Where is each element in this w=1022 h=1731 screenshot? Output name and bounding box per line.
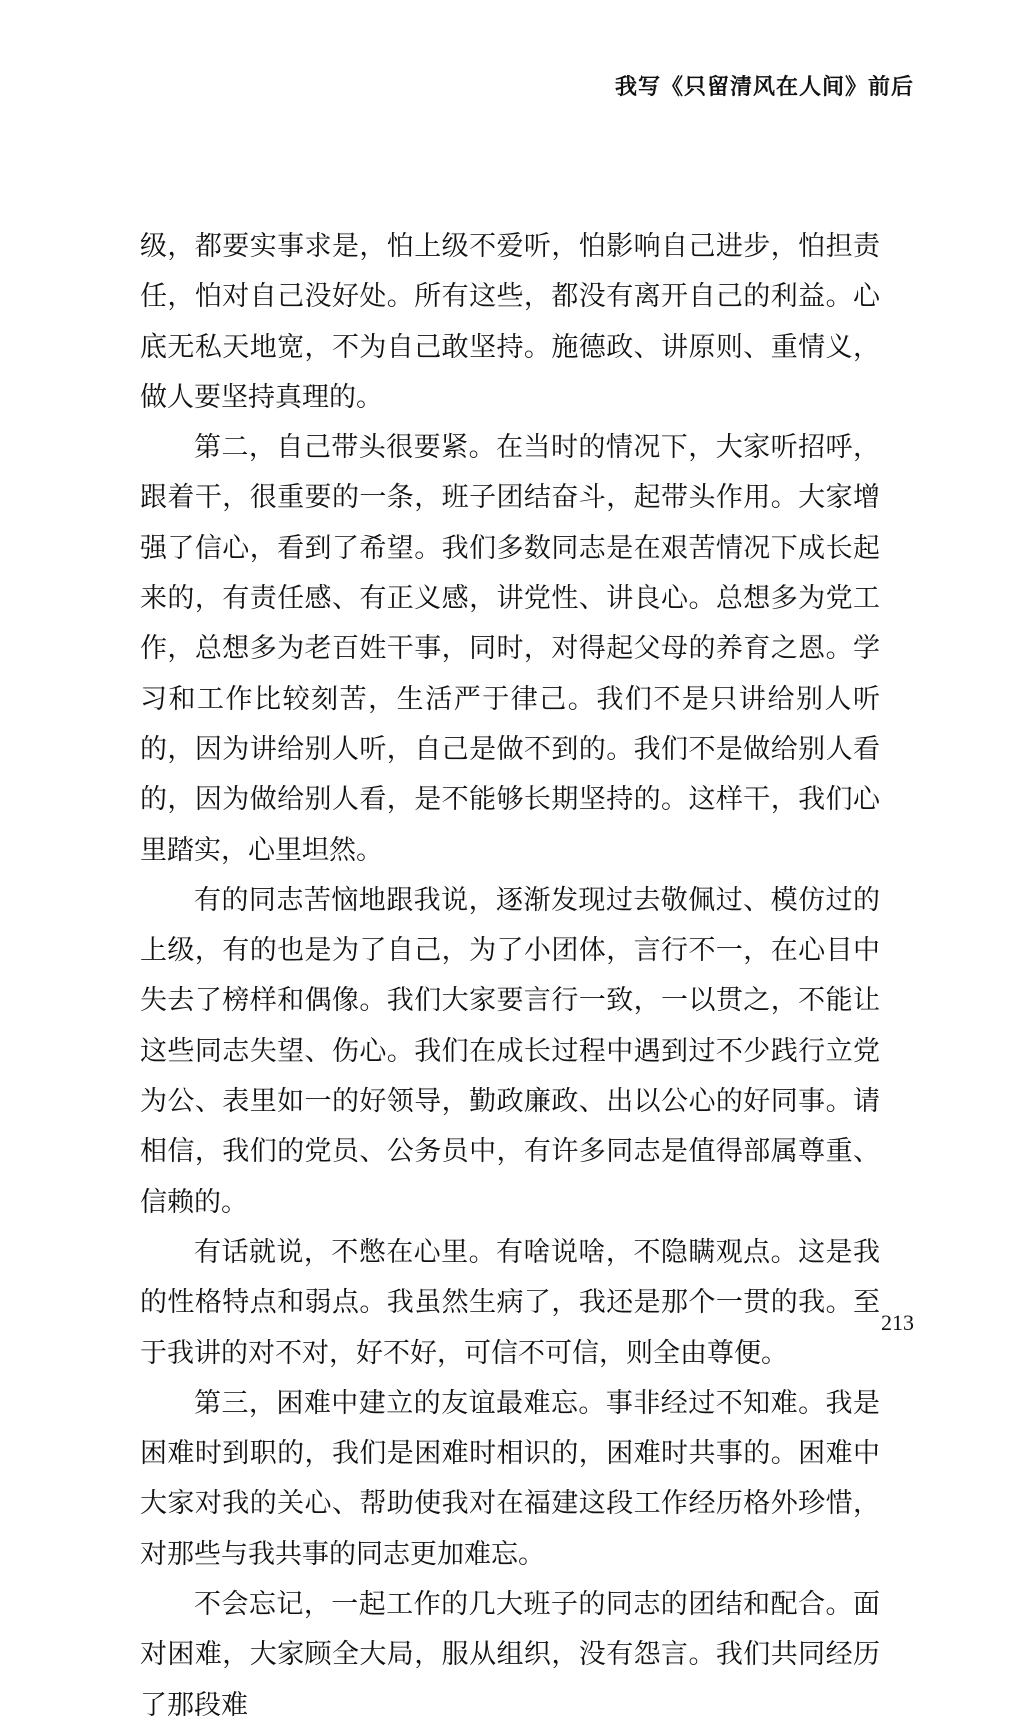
- body-text: [140, 222, 880, 1731]
- paragraph: 第二，自己带头很要紧。在当时的情况下，大家听招呼，跟着干，很重要的一条，班子团结奋斗，起带头作用。大家增强了信心，看到了希望。我们多数同志是在艰苦情况下成长起来的，有责任感、有正义感，讲党性、讲良心。总想多为党工作，总想多为老百姓干事，同时，对得起父母的养育之恩。学习和工作比较刻苦，生活严于律己。我们不是只讲给别人听的，因为讲给别人听，自己是做不到的。我们不是做给别人看的，因为做给别人看，是不能够长期坚持的。这样干，我们心里踏实，心里坦然。: [140, 432, 880, 866]
- running-header: 我写《只留清风在人间》前后: [614, 74, 914, 100]
- paragraph: 不会忘记，一起工作的几大班子的同志的团结和配合。面对困难，大家顾全大局，服从组织，没有怨言。我们共同经历了那段难: [140, 1589, 880, 1721]
- paragraph: 有话就说，不憋在心里。有啥说啥，不隐瞒观点。这是我的性格特点和弱点。我虽然生病了，我还是那个一贯的我。至于我讲的对不对，好不好，可信不可信，则全由尊便。: [140, 1236, 880, 1369]
- paragraph: 第三，困难中建立的友谊最难忘。事非经过不知难。我是困难时到职的，我们是困难时相识的，困难时共事的。困难中大家对我的关心、帮助使我对在福建这段工作经历格外珍惜，对那些与我共事的同志更加难忘。: [140, 1387, 880, 1570]
- paragraph: 级，都要实事求是，怕上级不爱听，怕影响自己进步，怕担责任，怕对自己没好处。所有这些，都没有离开自己的利益。心底无私天地宽，不为自己敢坚持。施德政、讲原则、重情义，做人要坚持真理的。: [140, 231, 880, 413]
- page-number: 213: [881, 1310, 914, 1335]
- paragraph: 有的同志苦恼地跟我说，逐渐发现过去敬佩过、模仿过的上级，有的也是为了自己，为了小团体，言行不一，在心目中失去了榜样和偶像。我们大家要言行一致，一以贯之，不能让这些同志失望、伤心。我们在成长过程中遇到过不少践行立党为公、表里如一的好领导，勤政廉政、出以公心的好同事。请相信，我们的党员、公务员中，有许多同志是值得部属尊重、信赖的。: [140, 884, 880, 1218]
